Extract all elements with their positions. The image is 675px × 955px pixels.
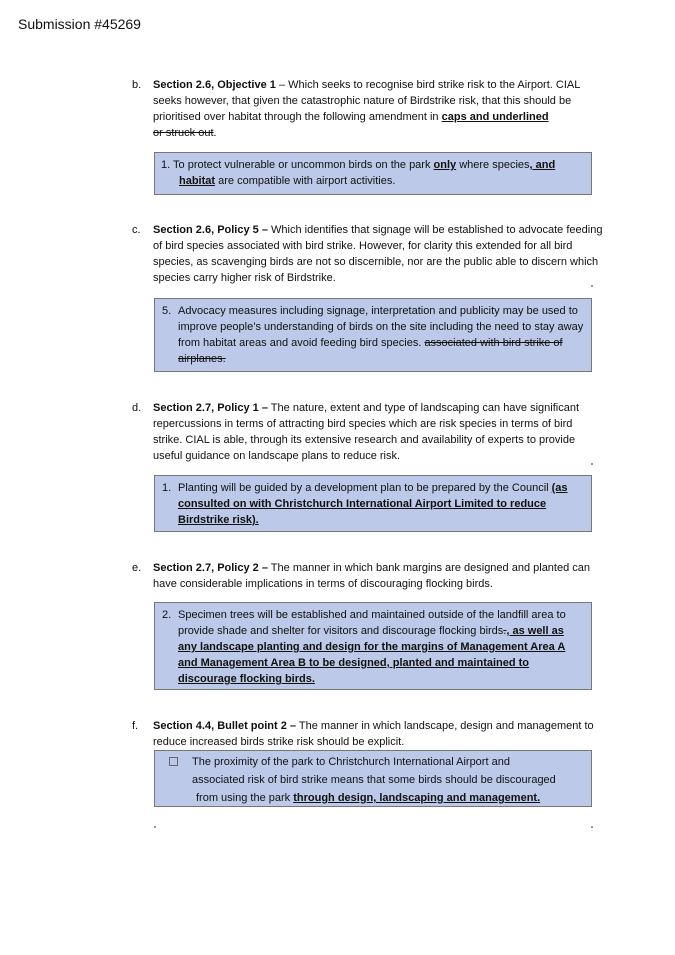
- item-letter: f.: [132, 720, 139, 732]
- amendment-box: 2. Specimen trees will be established and maintained outside of the landfill area to provide shade and shelter for visitors and discourage flocking birds., as well as any landscape planting and design for the margins of Management Area A and Management Area B to be designed, planted and maintained to discourage flocking birds.: [154, 602, 592, 690]
- amendment-box: 1. Planting will be guided by a development plan to be prepared by the Council (as consulted on with Christchurch International Airport Limited to reduce Birdstrike risk).: [154, 475, 592, 532]
- item-heading: Section 4.4, Bullet point 2 –: [153, 720, 297, 732]
- emphasis-text: , as well as any landscape planting and design for the margins of Management Area A and Management Area B to be designed, planted and maintained to discourage flocking birds.: [178, 625, 566, 685]
- emphasis-text: caps and underlined: [441, 111, 549, 123]
- amendment-box: The proximity of the park to Christchurch International Airport and associated risk of bird strike means that some birds should be discouraged from using the park through design, landscaping and management.: [154, 750, 592, 807]
- item-heading: Section 2.7, Policy 2 –: [153, 562, 268, 574]
- item-paragraph: Section 2.7, Policy 1 – The nature, extent and type of landscaping can have significant repercussions in terms of attracting bird species which are risk species in terms of bird strike. CIAL is able, through its extensive research and availability of experts to provide useful guidance on landscape plans to reduce risk.: [153, 402, 580, 462]
- item-letter: c.: [132, 224, 141, 236]
- amendment-box: 5. Advocacy measures including signage, interpretation and publicity may be used to improve people’s understanding of birds on the site including the need to stay away from habitat areas and avoid feeding bird species. associated with bird strike of airplanes.: [154, 298, 592, 372]
- corner-mark: [591, 285, 593, 287]
- item-letter: e.: [132, 562, 142, 574]
- item-paragraph: Section 2.6, Objective 1 – Which seeks to recognise bird strike risk to the Airport. CIAL seeks however, that given the catastrophic nature of Birdstrike risk, that this should be prioritised over habitat through the following amendment in caps and underlined or struck out.: [153, 79, 580, 139]
- strike-text: .: [503, 625, 507, 637]
- item-heading: Section 2.6, Policy 5 –: [153, 224, 268, 236]
- amendment-box: 1. To protect vulnerable or uncommon birds on the park only where species, and habitat are compatible with airport activities.: [154, 152, 592, 195]
- corner-mark: [154, 826, 156, 828]
- bullet-square-icon: [169, 757, 178, 766]
- item-letter: b.: [132, 79, 142, 91]
- emphasis-text: through design, landscaping and management.: [293, 792, 541, 804]
- strike-text: or struck out: [153, 127, 214, 139]
- item-paragraph: Section 2.6, Policy 5 – Which identifies that signage will be established to advocate feeding of bird species associated with bird strike. However, for clarity this extended for all bird species, as scavenging birds are not so discernible, nor are the public able to discern which species carry higher risk of Birdstrike.: [153, 224, 603, 284]
- corner-mark: [591, 826, 593, 828]
- item-letter: d.: [132, 402, 142, 414]
- strike-text: associated with bird strike of airplanes.: [178, 337, 563, 365]
- submission-number: Submission #45269: [18, 16, 141, 32]
- item-heading: Section 2.6, Objective 1: [153, 79, 276, 91]
- item-paragraph: Section 4.4, Bullet point 2 – The manner in which landscape, design and management to reduce increased birds strike risk should be explicit.: [153, 720, 594, 748]
- corner-mark: [591, 463, 593, 465]
- item-heading: Section 2.7, Policy 1 –: [153, 402, 268, 414]
- item-paragraph: Section 2.7, Policy 2 – The manner in which bank margins are designed and planted can have considerable implications in terms of discouraging flocking birds.: [153, 562, 591, 590]
- emphasis-text: (as consulted on with Christchurch International Airport Limited to reduce Birdstrike risk).: [178, 482, 568, 526]
